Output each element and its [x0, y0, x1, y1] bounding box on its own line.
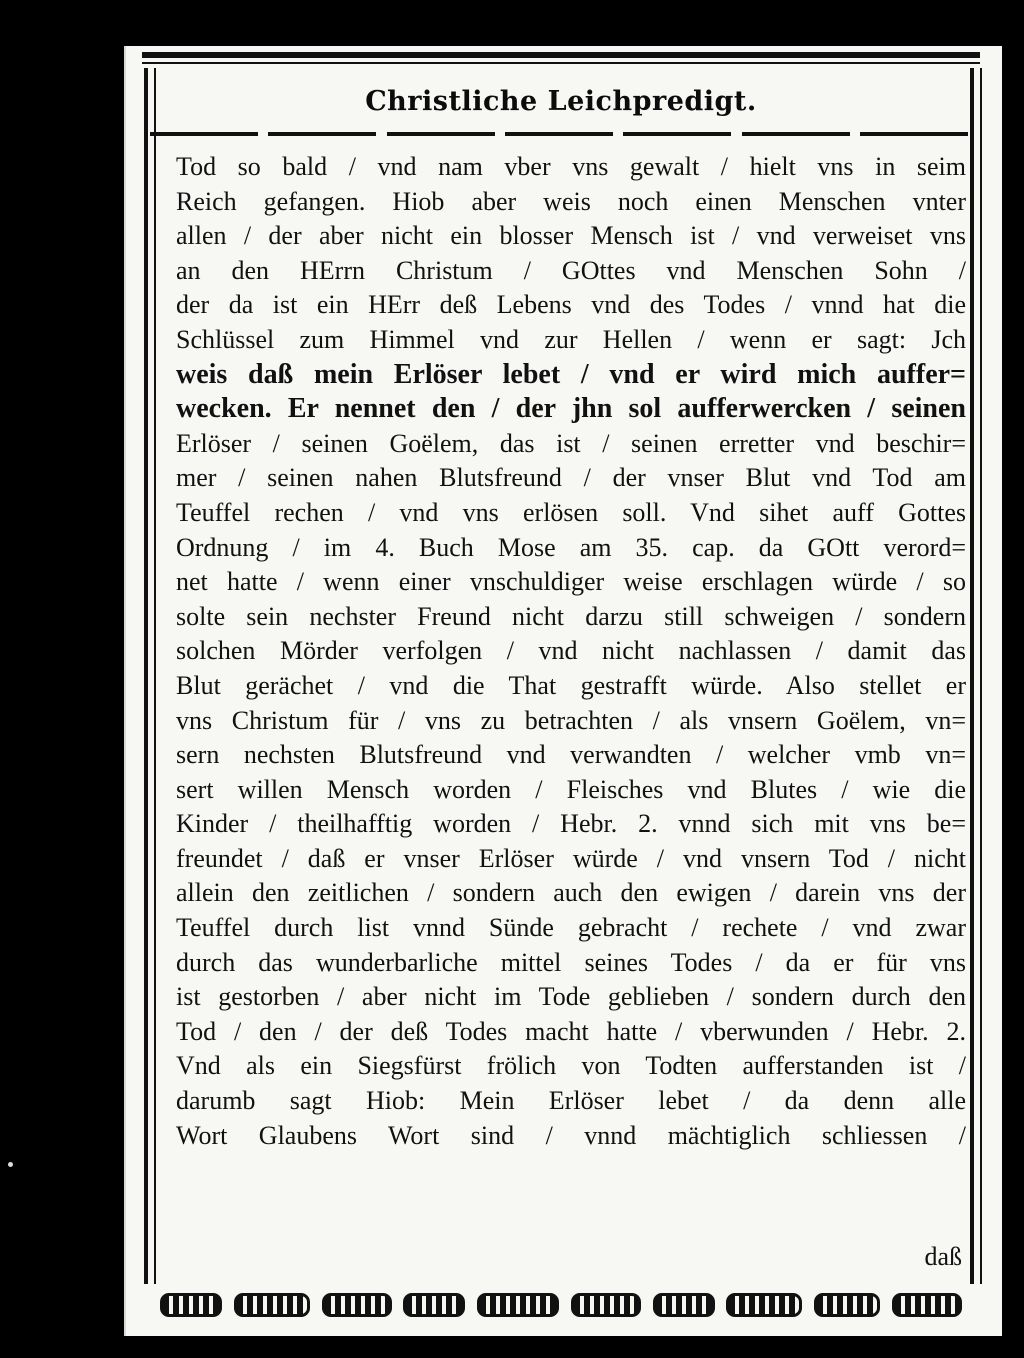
left-border-rule — [144, 68, 148, 1284]
text-line: Ordnung / im 4. Buch Mose am 35. cap. da GOtt verord= — [176, 532, 966, 562]
left-border-rule-inner — [154, 68, 156, 1284]
ornament-piece — [892, 1293, 962, 1317]
ornament-piece — [653, 1293, 715, 1317]
header-dash-rule — [150, 132, 968, 136]
text-line: Erlöser / seinen Goëlem, das ist / seinen erretter vnd beschir= — [176, 428, 966, 458]
text-line: Blut gerächet / vnd die That gestrafft würde. Also stellet er — [176, 670, 966, 700]
text-line: Teuffel durch list vnnd Sünde gebracht / rechete / vnd zwar — [176, 913, 966, 943]
text-line: Vnd als ein Siegsfürst frölich von Todten aufferstanden ist / — [176, 1051, 966, 1081]
ornament-piece — [814, 1293, 880, 1317]
text-line: allen / der aber nicht ein blosser Mensch ist / vnd verweiset vns — [176, 221, 966, 251]
top-rule-thin — [142, 62, 980, 64]
text-line: Teuffel rechen / vnd vns erlösen soll. Vnd sihet auff Gottes — [176, 497, 966, 527]
ornament-piece — [160, 1293, 222, 1317]
text-line: mer / seinen nahen Blutsfreund / der vnser Blut vnd Tod am — [176, 463, 966, 493]
ornament-piece — [234, 1293, 310, 1317]
text-line: solte sein nechster Freund nicht darzu still schweigen / sondern — [176, 601, 966, 631]
text-line: der da ist ein HErr deß Lebens vnd des Todes / vnnd hat die — [176, 290, 966, 320]
text-line: sern nechsten Blutsfreund vnd verwandten / welcher vmb vn= — [176, 740, 966, 770]
text-line: Tod / den / der deß Todes macht hatte / vberwunden / Hebr. 2. — [176, 1016, 966, 1046]
ornament-piece — [322, 1293, 392, 1317]
text-line: Reich gefangen. Hiob aber weis noch einen Menschen vnter — [176, 186, 966, 216]
ornament-border — [160, 1290, 962, 1320]
text-line: allein den zeitlichen / sondern auch den ewigen / darein vns der — [176, 878, 966, 908]
top-rule — [142, 52, 980, 58]
text-line: freundet / daß er vnser Erlöser würde / vnd vnsern Tod / nicht — [176, 843, 966, 873]
text-line: wecken. Er nennet den / der jhn sol aufferwercken / seinen — [176, 393, 966, 425]
text-line: sert willen Mensch worden / Fleisches vnd Blutes / wie die — [176, 774, 966, 804]
ornament-piece — [726, 1293, 802, 1317]
text-line: weis daß mein Erlöser lebet / vnd er wird mich auffer= — [176, 358, 966, 390]
text-line: Tod so bald / vnd nam vber vns gewalt / hielt vns in seim — [176, 152, 966, 181]
book-page — [124, 46, 1002, 1336]
text-line: ist gestorben / aber nicht im Tode geblieben / sondern durch den — [176, 982, 966, 1012]
margin-speck — [8, 1162, 13, 1167]
right-border-rule-outer — [980, 68, 982, 1284]
running-head: Christliche Leichpredigt. — [365, 85, 757, 117]
catchword: daß — [924, 1242, 962, 1271]
text-line: durch das wunderbarliche mittel seines Todes / da er für vns — [176, 947, 966, 977]
ornament-piece — [477, 1293, 559, 1317]
text-line: an den HErrn Christum / GOttes vnd Menschen Sohn / — [176, 255, 966, 285]
body-text — [176, 150, 966, 1153]
text-line: Wort Glaubens Wort sind / vnnd mächtiglich schliessen / — [176, 1120, 966, 1150]
text-line: Kinder / theilhafftig worden / Hebr. 2. vnnd sich mit vns be= — [176, 809, 966, 839]
text-line: solchen Mörder verfolgen / vnd nicht nachlassen / damit das — [176, 636, 966, 666]
text-line: darumb sagt Hiob: Mein Erlöser lebet / da denn alle — [176, 1086, 966, 1116]
text-line: vns Christum für / vns zu betrachten / als vnsern Goëlem, vn= — [176, 705, 966, 735]
ornament-piece — [403, 1293, 465, 1317]
text-line: net hatte / wenn einer vnschuldiger weise erschlagen würde / so — [176, 567, 966, 597]
page-header — [166, 76, 956, 126]
text-line: Schlüssel zum Himmel vnd zur Hellen / wenn er sagt: Jch — [176, 324, 966, 354]
ornament-piece — [571, 1293, 641, 1317]
right-border-rule — [970, 68, 974, 1284]
